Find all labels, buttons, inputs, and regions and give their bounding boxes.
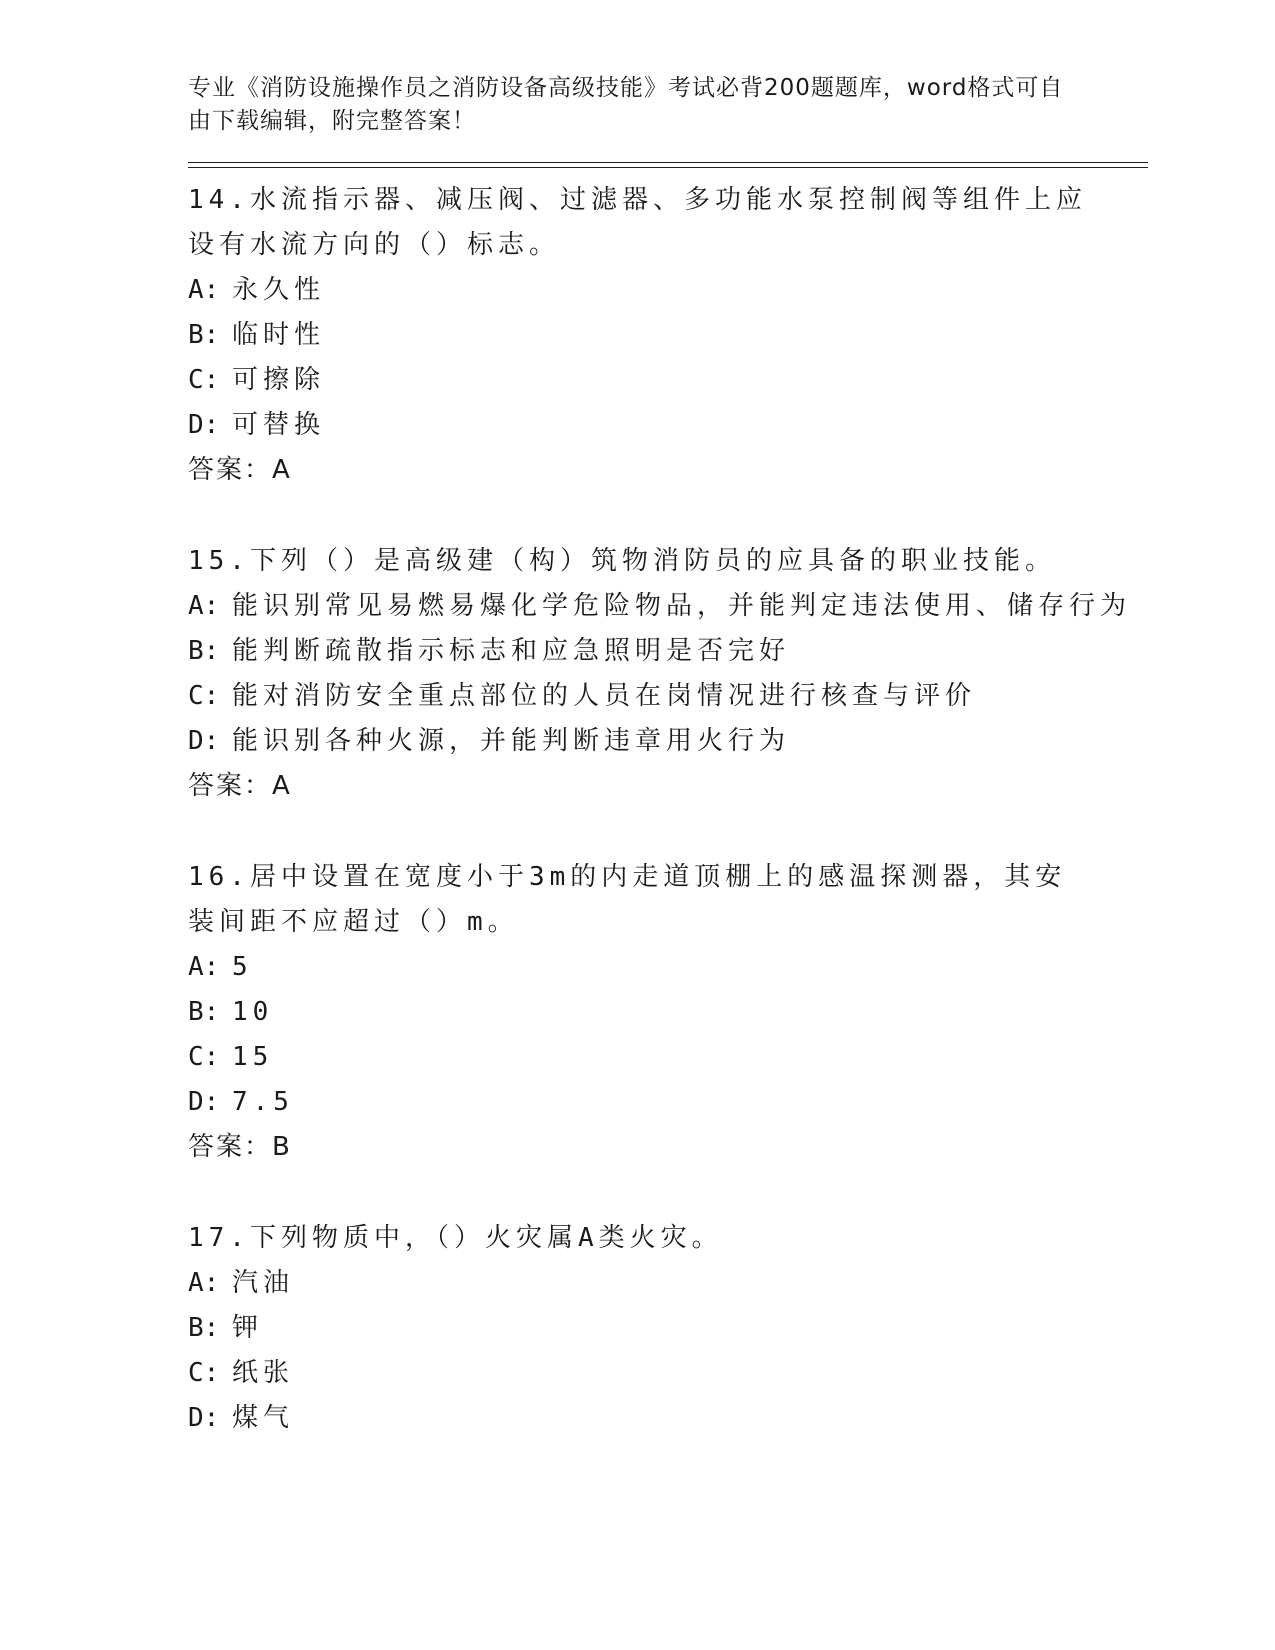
document-header: 专业《消防设施操作员之消防设备高级技能》考试必背200题题库，word格式可自由下载编辑，附完整答案！ [188, 75, 1064, 134]
option-text: 可擦除 [232, 365, 326, 395]
question-stem: 17.下列物质中，（）火灾属A类火灾。 [188, 1223, 723, 1253]
option-c [188, 674, 1148, 719]
option-text: 可替换 [232, 410, 326, 440]
option-letter: B: [188, 1313, 220, 1343]
option-c [188, 1035, 1148, 1080]
option-text: 煤气 [232, 1403, 295, 1433]
option-c [188, 358, 1148, 403]
document-page [188, 72, 1148, 1487]
option-letter: B: [188, 997, 220, 1027]
option-text: 能识别各种火源，并能判断违章用火行为 [232, 726, 791, 756]
option-text: 钾 [232, 1313, 264, 1343]
option-text: 能判断疏散指示标志和应急照明是否完好 [232, 636, 791, 666]
option-letter: B: [188, 320, 220, 350]
option-d [188, 1080, 1148, 1125]
option-letter: C: [188, 1042, 220, 1072]
option-letter: A: [188, 275, 220, 305]
option-text: 5 [232, 952, 253, 982]
question-15 [188, 539, 1148, 809]
option-letter: A: [188, 1268, 220, 1298]
option-d [188, 1396, 1148, 1441]
option-c [188, 1351, 1148, 1396]
option-letter: D: [188, 726, 220, 756]
option-text: 能识别常见易燃易爆化学危险物品，并能判定违法使用、储存行为 [232, 591, 1132, 621]
option-letter: C: [188, 365, 220, 395]
option-d [188, 719, 1148, 764]
option-letter: D: [188, 1403, 220, 1433]
option-b [188, 313, 1148, 358]
header-divider [188, 162, 1148, 168]
option-letter: D: [188, 410, 220, 440]
option-text: 15 [232, 1042, 274, 1072]
question-stem: 14.水流指示器、减压阀、过滤器、多功能水泵控制阀等组件上应设有水流方向的（）标志。 [188, 185, 1087, 260]
question-list [188, 178, 1148, 1441]
option-b [188, 990, 1148, 1035]
question-17 [188, 1216, 1148, 1441]
option-text: 汽油 [232, 1268, 295, 1298]
option-text: 10 [232, 997, 274, 1027]
option-a [188, 268, 1148, 313]
option-text: 能对消防安全重点部位的人员在岗情况进行核查与评价 [232, 681, 977, 711]
question-16 [188, 855, 1148, 1170]
option-letter: C: [188, 1358, 220, 1388]
question-stem: 15.下列（）是高级建（构）筑物消防员的应具备的职业技能。 [188, 546, 1056, 576]
answer-line: 答案：A [188, 455, 292, 485]
option-b [188, 1306, 1148, 1351]
option-text: 纸张 [232, 1358, 295, 1388]
option-letter: A: [188, 952, 220, 982]
option-b [188, 629, 1148, 674]
answer-line: 答案：B [188, 1132, 292, 1162]
option-a [188, 1261, 1148, 1306]
option-letter: D: [188, 1087, 220, 1117]
option-letter: A: [188, 591, 220, 621]
question-stem: 16.居中设置在宽度小于3m的内走道顶棚上的感温探测器，其安装间距不应超过（）m。 [188, 862, 1067, 937]
answer-line: 答案：A [188, 771, 292, 801]
option-letter: B: [188, 636, 220, 666]
question-14 [188, 178, 1148, 493]
option-a [188, 584, 1148, 629]
option-text: 临时性 [232, 320, 326, 350]
option-a [188, 945, 1148, 990]
option-text: 永久性 [232, 275, 326, 305]
option-d [188, 403, 1148, 448]
option-text: 7.5 [232, 1087, 294, 1117]
option-letter: C: [188, 681, 220, 711]
